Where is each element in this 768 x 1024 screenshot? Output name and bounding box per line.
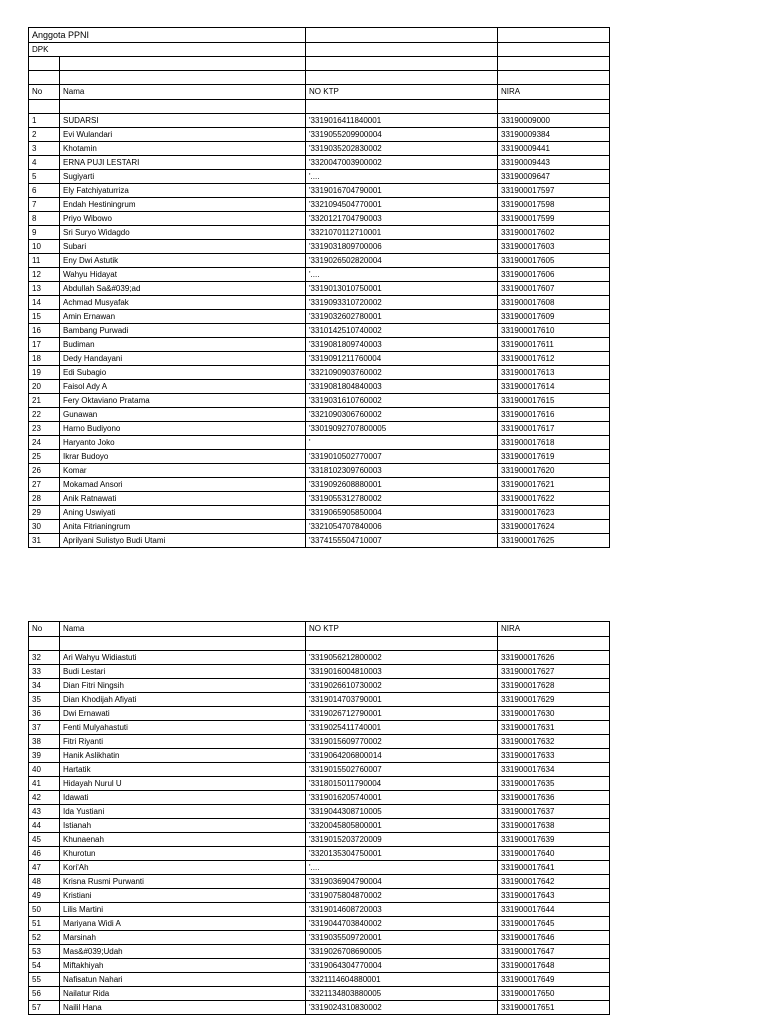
cell-nira: 331900017650 (498, 987, 610, 1001)
cell-nama: Eny Dwi Astutik (60, 254, 306, 268)
table-row (29, 707, 610, 721)
cell-nama: Wahyu Hidayat (60, 268, 306, 282)
cell-ktp: '3319092608880001 (306, 478, 498, 492)
table-row (29, 777, 610, 791)
cell-nira: 331900017645 (498, 917, 610, 931)
table-row (29, 422, 610, 436)
cell-ktp: '3318102309760003 (306, 464, 498, 478)
cell-no: 17 (29, 338, 60, 352)
cell-ktp: '3319093310720002 (306, 296, 498, 310)
table-row (29, 436, 610, 450)
cell-ktp: '3319064304770004 (306, 959, 498, 973)
cell-no: 14 (29, 296, 60, 310)
table-row (29, 338, 610, 352)
cell-nama: Endah Hestiningrum (60, 198, 306, 212)
cell-nira: 331900017607 (498, 282, 610, 296)
cell-ktp: '3318015011790004 (306, 777, 498, 791)
cell-no: 26 (29, 464, 60, 478)
cell-nira: 331900017640 (498, 847, 610, 861)
table-row (29, 861, 610, 875)
cell-nama: Dedy Handayani (60, 352, 306, 366)
table-row (29, 352, 610, 366)
cell-nama: Ikrar Budoyo (60, 450, 306, 464)
cell-ktp: '3374155504710007 (306, 534, 498, 548)
cell-nira: 331900017631 (498, 721, 610, 735)
cell-no: 1 (29, 114, 60, 128)
cell-nama: Ida Yustiani (60, 805, 306, 819)
cell-nira: 331900017628 (498, 679, 610, 693)
cell-nama: Khurotun (60, 847, 306, 861)
cell-nama: Kori'Ah (60, 861, 306, 875)
cell-nama: Idawati (60, 791, 306, 805)
cell-nama: Mariyana Widi A (60, 917, 306, 931)
cell-nira: 331900017624 (498, 520, 610, 534)
cell-no: 19 (29, 366, 60, 380)
table-row (29, 198, 610, 212)
cell-nira: 331900017597 (498, 184, 610, 198)
cell-no: 13 (29, 282, 60, 296)
cell-nama: Sugiyarti (60, 170, 306, 184)
cell-no: 49 (29, 889, 60, 903)
cell-nira: 331900017623 (498, 506, 610, 520)
cell-nira: 331900017630 (498, 707, 610, 721)
cell-no: 30 (29, 520, 60, 534)
cell-no: 21 (29, 394, 60, 408)
cell-nama: Haryanto Joko (60, 436, 306, 450)
table-row (29, 1001, 610, 1015)
cell-no: 55 (29, 973, 60, 987)
cell-no: 56 (29, 987, 60, 1001)
cell-ktp: '33019092707800005 (306, 422, 498, 436)
cell-nama: Mas&#039;Udah (60, 945, 306, 959)
cell-no: 50 (29, 903, 60, 917)
col-header-no: No (29, 622, 60, 637)
table-row (29, 310, 610, 324)
cell-nama: Nailatur Rida (60, 987, 306, 1001)
cell-no: 45 (29, 833, 60, 847)
table-row (29, 763, 610, 777)
cell-ktp: '3319014608720003 (306, 903, 498, 917)
cell-ktp: '3319016205740001 (306, 791, 498, 805)
cell-ktp: '3321070112710001 (306, 226, 498, 240)
cell-no: 46 (29, 847, 60, 861)
cell-nama: Miftakhiyah (60, 959, 306, 973)
col-header-nama: Nama (60, 622, 306, 637)
dpk-label: DPK (29, 43, 306, 57)
cell-nira: 331900017613 (498, 366, 610, 380)
cell-ktp: '3319026610730002 (306, 679, 498, 693)
cell-nama: Budiman (60, 338, 306, 352)
cell-ktp: '3319014703790001 (306, 693, 498, 707)
cell-nama: Subari (60, 240, 306, 254)
cell-nama: ERNA PUJI LESTARI (60, 156, 306, 170)
cell-no: 24 (29, 436, 60, 450)
table-row (29, 959, 610, 973)
cell-no: 7 (29, 198, 60, 212)
cell-ktp: '3320045805800001 (306, 819, 498, 833)
cell-no: 23 (29, 422, 60, 436)
cell-nira: 331900017635 (498, 777, 610, 791)
cell-nama: Istianah (60, 819, 306, 833)
table-row (29, 875, 610, 889)
table-row (29, 534, 610, 548)
cell-ktp: '3319025411740001 (306, 721, 498, 735)
cell-ktp: '3319035202830002 (306, 142, 498, 156)
cell-nama: Sri Suryo Widagdo (60, 226, 306, 240)
table-row (29, 520, 610, 534)
cell-ktp: '3319064206800014 (306, 749, 498, 763)
cell-nama: Budi Lestari (60, 665, 306, 679)
cell-no: 16 (29, 324, 60, 338)
cell-nama: Mokamad Ansori (60, 478, 306, 492)
cell-nira: 331900017599 (498, 212, 610, 226)
cell-nama: Fenti Mulyahastuti (60, 721, 306, 735)
table-row (29, 735, 610, 749)
cell-no: 48 (29, 875, 60, 889)
cell-ktp: '3319026708690005 (306, 945, 498, 959)
cell-no: 27 (29, 478, 60, 492)
cell-ktp: '3321054707840006 (306, 520, 498, 534)
cell-ktp: '3319016704790001 (306, 184, 498, 198)
cell-nira: 331900017605 (498, 254, 610, 268)
table-row (29, 394, 610, 408)
col-header-ktp: NO KTP (306, 622, 498, 637)
table-row (29, 366, 610, 380)
cell-nira: 33190009000 (498, 114, 610, 128)
table-row (29, 931, 610, 945)
cell-ktp: ' (306, 436, 498, 450)
cell-ktp: '.... (306, 170, 498, 184)
table-row (29, 791, 610, 805)
cell-nira: 331900017627 (498, 665, 610, 679)
cell-no: 9 (29, 226, 60, 240)
col-header-nira: NIRA (498, 622, 610, 637)
table-row (29, 819, 610, 833)
table-row (29, 721, 610, 735)
cell-nama: Fery Oktaviano Pratama (60, 394, 306, 408)
cell-no: 44 (29, 819, 60, 833)
cell-no: 41 (29, 777, 60, 791)
cell-no: 4 (29, 156, 60, 170)
table-row (29, 679, 610, 693)
table-row (29, 693, 610, 707)
cell-nira: 331900017633 (498, 749, 610, 763)
cell-ktp: '3319056212800002 (306, 651, 498, 665)
col-header-no: No (29, 85, 60, 100)
cell-ktp: '3319031809700006 (306, 240, 498, 254)
table-row (29, 240, 610, 254)
cell-ktp: '3321094504770001 (306, 198, 498, 212)
cell-ktp: '3319015203720009 (306, 833, 498, 847)
cell-nama: Gunawan (60, 408, 306, 422)
cell-ktp: '3321090306760002 (306, 408, 498, 422)
col-header-nira: NIRA (498, 85, 610, 100)
table-row (29, 464, 610, 478)
table-row (29, 128, 610, 142)
cell-nama: Ely Fatchiyaturriza (60, 184, 306, 198)
cell-no: 11 (29, 254, 60, 268)
cell-nira: 331900017622 (498, 492, 610, 506)
cell-no: 12 (29, 268, 60, 282)
cell-no: 53 (29, 945, 60, 959)
cell-nama: Ari Wahyu Widiastuti (60, 651, 306, 665)
cell-nira: 331900017642 (498, 875, 610, 889)
cell-no: 34 (29, 679, 60, 693)
table-row (29, 889, 610, 903)
table-row (29, 749, 610, 763)
table-row (29, 324, 610, 338)
cell-nama: Bambang Purwadi (60, 324, 306, 338)
cell-no: 2 (29, 128, 60, 142)
cell-nama: Khunaenah (60, 833, 306, 847)
col-header-ktp: NO KTP (306, 85, 498, 100)
table-row (29, 945, 610, 959)
sheet-title: Anggota PPNI (29, 28, 306, 43)
cell-nama: SUDARSI (60, 114, 306, 128)
cell-no: 28 (29, 492, 60, 506)
table-row (29, 450, 610, 464)
cell-nama: Lilis Martini (60, 903, 306, 917)
cell-nama: Abdullah Sa&#039;ad (60, 282, 306, 296)
cell-nira: 331900017609 (498, 310, 610, 324)
cell-nira: 33190009441 (498, 142, 610, 156)
cell-nama: Edi Subagio (60, 366, 306, 380)
cell-nira: 331900017643 (498, 889, 610, 903)
cell-ktp: '3319010502770007 (306, 450, 498, 464)
table-row (29, 973, 610, 987)
cell-nama: Nafisatun Nahari (60, 973, 306, 987)
cell-ktp: '.... (306, 268, 498, 282)
cell-nira: 331900017606 (498, 268, 610, 282)
cell-nira: 331900017612 (498, 352, 610, 366)
cell-ktp: '3319044308710005 (306, 805, 498, 819)
table-row (29, 847, 610, 861)
cell-no: 52 (29, 931, 60, 945)
cell-no: 47 (29, 861, 60, 875)
cell-nama: Harno Budiyono (60, 422, 306, 436)
cell-ktp: '3321090903760002 (306, 366, 498, 380)
cell-nama: Dwi Ernawati (60, 707, 306, 721)
table-row (29, 296, 610, 310)
cell-nira: 331900017634 (498, 763, 610, 777)
cell-ktp: '3319026712790001 (306, 707, 498, 721)
table-row (29, 408, 610, 422)
cell-no: 40 (29, 763, 60, 777)
table-row (29, 254, 610, 268)
cell-nira: 33190009647 (498, 170, 610, 184)
table-row (29, 114, 610, 128)
cell-nama: Hidayah Nurul U (60, 777, 306, 791)
cell-nira: 331900017610 (498, 324, 610, 338)
cell-nira: 33190009443 (498, 156, 610, 170)
table-row (29, 282, 610, 296)
cell-nama: Kristiani (60, 889, 306, 903)
table-row (29, 805, 610, 819)
table-row (29, 833, 610, 847)
cell-nama: Anik Ratnawati (60, 492, 306, 506)
cell-nama: Anita Fitrianingrum (60, 520, 306, 534)
cell-nira: 331900017648 (498, 959, 610, 973)
cell-no: 20 (29, 380, 60, 394)
cell-nira: 331900017625 (498, 534, 610, 548)
cell-nira: 331900017619 (498, 450, 610, 464)
cell-no: 25 (29, 450, 60, 464)
cell-ktp: '3310142510740002 (306, 324, 498, 338)
cell-ktp: '3319055209900004 (306, 128, 498, 142)
cell-nira: 331900017647 (498, 945, 610, 959)
cell-nama: Khotamin (60, 142, 306, 156)
cell-nira: 331900017641 (498, 861, 610, 875)
cell-ktp: '3319091211760004 (306, 352, 498, 366)
table-row (29, 156, 610, 170)
cell-no: 22 (29, 408, 60, 422)
cell-nira: 331900017615 (498, 394, 610, 408)
cell-nira: 331900017646 (498, 931, 610, 945)
column-header-row (29, 622, 610, 637)
table-row (29, 651, 610, 665)
member-table-2 (28, 621, 610, 1015)
table-row (29, 492, 610, 506)
cell-ktp: '3319055312780002 (306, 492, 498, 506)
cell-nira: 331900017602 (498, 226, 610, 240)
table-row (29, 226, 610, 240)
cell-no: 18 (29, 352, 60, 366)
cell-nama: Amin Ernawan (60, 310, 306, 324)
cell-ktp: '3319015609770002 (306, 735, 498, 749)
cell-nama: Nailil Hana (60, 1001, 306, 1015)
cell-nama: Priyo Wibowo (60, 212, 306, 226)
table-row (29, 903, 610, 917)
cell-ktp: '3319015502760007 (306, 763, 498, 777)
table-row (29, 506, 610, 520)
table-row (29, 170, 610, 184)
cell-no: 33 (29, 665, 60, 679)
table-row (29, 268, 610, 282)
cell-no: 8 (29, 212, 60, 226)
cell-ktp: '3321134803880005 (306, 987, 498, 1001)
cell-ktp: '3320135304750001 (306, 847, 498, 861)
cell-no: 42 (29, 791, 60, 805)
cell-nama: Evi Wulandari (60, 128, 306, 142)
cell-nama: Komar (60, 464, 306, 478)
cell-nira: 33190009384 (498, 128, 610, 142)
cell-nira: 331900017644 (498, 903, 610, 917)
cell-ktp: '3321114604880001 (306, 973, 498, 987)
cell-no: 51 (29, 917, 60, 931)
cell-nira: 331900017651 (498, 1001, 610, 1015)
table-row (29, 184, 610, 198)
cell-nama: Marsinah (60, 931, 306, 945)
member-table-1 (28, 27, 610, 548)
cell-nira: 331900017637 (498, 805, 610, 819)
table-row (29, 917, 610, 931)
cell-nira: 331900017636 (498, 791, 610, 805)
table-row (29, 987, 610, 1001)
cell-no: 43 (29, 805, 60, 819)
cell-ktp: '3320121704790003 (306, 212, 498, 226)
cell-nira: 331900017621 (498, 478, 610, 492)
cell-no: 29 (29, 506, 60, 520)
cell-nira: 331900017639 (498, 833, 610, 847)
cell-nira: 331900017618 (498, 436, 610, 450)
cell-ktp: '3319044703840002 (306, 917, 498, 931)
cell-nama: Hartatik (60, 763, 306, 777)
cell-no: 5 (29, 170, 60, 184)
cell-nira: 331900017632 (498, 735, 610, 749)
col-header-nama: Nama (60, 85, 306, 100)
cell-nira: 331900017617 (498, 422, 610, 436)
cell-ktp: '3320047003900002 (306, 156, 498, 170)
cell-nira: 331900017616 (498, 408, 610, 422)
cell-no: 31 (29, 534, 60, 548)
table-row (29, 380, 610, 394)
cell-nama: Faisol Ady A (60, 380, 306, 394)
cell-nama: Dian Fitri Ningsih (60, 679, 306, 693)
cell-nira: 331900017608 (498, 296, 610, 310)
cell-ktp: '3319036904790004 (306, 875, 498, 889)
cell-no: 6 (29, 184, 60, 198)
cell-ktp: '3319013010750001 (306, 282, 498, 296)
cell-nira: 331900017603 (498, 240, 610, 254)
cell-ktp: '3319026502820004 (306, 254, 498, 268)
cell-no: 54 (29, 959, 60, 973)
cell-no: 3 (29, 142, 60, 156)
cell-ktp: '3319065905850004 (306, 506, 498, 520)
cell-nira: 331900017629 (498, 693, 610, 707)
cell-nira: 331900017638 (498, 819, 610, 833)
cell-nira: 331900017598 (498, 198, 610, 212)
cell-nira: 331900017614 (498, 380, 610, 394)
cell-no: 37 (29, 721, 60, 735)
cell-no: 38 (29, 735, 60, 749)
cell-ktp: '3319031610760002 (306, 394, 498, 408)
cell-nama: Aprilyani Sulistyo Budi Utami (60, 534, 306, 548)
cell-nira: 331900017620 (498, 464, 610, 478)
table-row (29, 665, 610, 679)
cell-ktp: '3319016004810003 (306, 665, 498, 679)
cell-ktp: '3319081809740003 (306, 338, 498, 352)
cell-nama: Hanik Aslikhatin (60, 749, 306, 763)
cell-nama: Dian Khodijah Afiyati (60, 693, 306, 707)
cell-no: 39 (29, 749, 60, 763)
cell-ktp: '3319032602780001 (306, 310, 498, 324)
table-row (29, 478, 610, 492)
cell-ktp: '3319016411840001 (306, 114, 498, 128)
cell-no: 32 (29, 651, 60, 665)
cell-ktp: '3319075804870002 (306, 889, 498, 903)
cell-nama: Achmad Musyafak (60, 296, 306, 310)
table-row (29, 212, 610, 226)
cell-no: 15 (29, 310, 60, 324)
cell-ktp: '3319081804840003 (306, 380, 498, 394)
cell-nama: Krisna Rusmi Purwanti (60, 875, 306, 889)
cell-ktp: '3319035509720001 (306, 931, 498, 945)
cell-nira: 331900017649 (498, 973, 610, 987)
cell-no: 35 (29, 693, 60, 707)
cell-no: 57 (29, 1001, 60, 1015)
cell-nira: 331900017626 (498, 651, 610, 665)
cell-nira: 331900017611 (498, 338, 610, 352)
cell-no: 36 (29, 707, 60, 721)
table-row (29, 142, 610, 156)
cell-ktp: '.... (306, 861, 498, 875)
column-header-row (29, 85, 610, 100)
cell-ktp: '3319024310830002 (306, 1001, 498, 1015)
cell-nama: Aning Uswiyati (60, 506, 306, 520)
cell-nama: Fitri Riyanti (60, 735, 306, 749)
cell-no: 10 (29, 240, 60, 254)
